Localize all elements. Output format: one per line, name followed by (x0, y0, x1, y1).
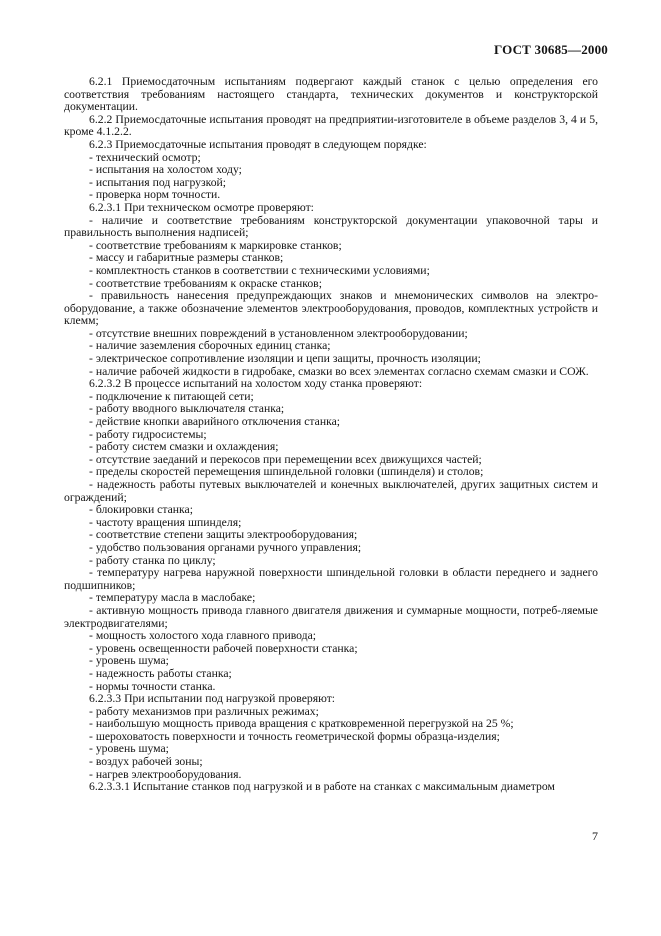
page-number: 7 (592, 829, 598, 843)
list-item: - нормы точности станка. (89, 679, 216, 693)
paragraph: 6.2.3.2 В процессе испытаний на холостом ходу станка проверяют: (89, 377, 423, 391)
paragraph: 6.2.3 Приемосдаточные испытания проводят в следующем порядке: (89, 137, 427, 151)
list-item: - пределы скоростей перемещения шпиндельной головки (шпинделя) и столов; (89, 465, 484, 479)
list-item: - работу механизмов при различных режимах; (89, 704, 319, 718)
paragraph: 6.2.3.1 При техническом осмотре проверяют: (89, 200, 314, 214)
list-item: - удобство пользования органами ручного управления; (89, 540, 362, 554)
list-item: - соответствие требованиям к окраске станков; (89, 276, 322, 290)
list-item: - испытания под нагрузкой; (89, 175, 227, 189)
list-item: - соответствие степени защиты электрооборудования; (89, 528, 358, 542)
list-item: - работу гидросистемы; (89, 427, 207, 441)
list-item: - воздух рабочей зоны; (89, 755, 203, 769)
paragraph: - правильность нанесения предупреждающих знаков и мнемонических символов на электро-оборудование, а также обозначение элементов электрооборудования, проводов, комплектных устройств и клемм; (64, 289, 598, 328)
list-item: - мощность холостого хода главного привода; (89, 629, 317, 643)
list-item: - работу вводного выключателя станка; (89, 402, 285, 416)
list-item: - технический осмотр; (89, 150, 201, 164)
page-header: ГОСТ 30685—2000 (493, 42, 608, 57)
list-item: - проверка норм точности. (89, 188, 221, 202)
list-item: - электрическое сопротивление изоляции и цепи защиты, прочность изоляции; (89, 352, 481, 366)
list-item: - уровень шума; (89, 742, 169, 756)
list-item: - частоту вращения шпинделя; (89, 515, 242, 529)
list-item: - уровень освещенности рабочей поверхности станка; (89, 641, 358, 655)
list-item: - отсутствие заеданий и перекосов при перемещении всех движущихся частей; (89, 452, 482, 466)
document-body (64, 76, 598, 794)
paragraph: - активную мощность привода главного двигателя движения и суммарные мощности, потреб-ляемые электродвигателями; (64, 603, 598, 630)
paragraph: 6.2.1 Приемосдаточным испытаниям подвергают каждый станок с целью определения его соответствия требованиям настоящего стандарта, технических документов и конструкторской документации. (64, 75, 598, 114)
list-item: - отсутствие внешних повреждений в установленном электрооборудовании; (89, 326, 468, 340)
list-item: - комплектность станков в соответствии с техническими условиями; (89, 263, 430, 277)
list-item: - соответствие требованиям к маркировке станков; (89, 238, 342, 252)
list-item: - действие кнопки аварийного отключения станка; (89, 415, 341, 429)
paragraph: 6.2.3.3.1 Испытание станков под нагрузкой и в работе на станках с максимальным диаметром (89, 780, 555, 794)
paragraph: - наличие и соответствие требованиям конструкторской документации упаковочной тары и правильность выполнения надписей; (64, 213, 598, 240)
list-item: - надежность работы станка; (89, 666, 232, 680)
list-item: - работу систем смазки и охлаждения; (89, 440, 279, 454)
list-item: - наличие заземления сборочных единиц станка; (89, 339, 331, 353)
paragraph: 6.2.2 Приемосдаточные испытания проводят на предприятии-изготовителе в объеме разделов 3, 4 и 5, кроме 4.1.2.2. (64, 112, 598, 139)
list-item: - уровень шума; (89, 654, 169, 668)
list-item: - блокировки станка; (89, 503, 193, 517)
list-item: - работу станка по циклу; (89, 553, 216, 567)
list-item: - наибольшую мощность привода вращения с кратковременной перегрузкой на 25 %; (89, 717, 514, 731)
list-item: - массу и габаритные размеры станков; (89, 251, 284, 265)
list-item: - подключение к питающей сети; (89, 389, 254, 403)
paragraph: - надежность работы путевых выключателей и конечных выключателей, других защитных систем и ограждений; (64, 478, 598, 504)
paragraph: - наличие рабочей жидкости в гидробаке, смазки во всех элементах согласно схемам смазки и СОЖ. (89, 364, 589, 378)
list-item: - шероховатость поверхности и точность геометрической формы образца-изделия; (89, 729, 500, 743)
list-item: - температуру масла в маслобаке; (89, 591, 256, 605)
list-item: - нагрев электрооборудования. (89, 767, 242, 781)
paragraph: - температуру нагрева наружной поверхности шпиндельной головки в области переднего и заднего подшипников; (64, 566, 598, 592)
list-item: - испытания на холостом ходу; (89, 163, 242, 177)
paragraph: 6.2.3.3 При испытании под нагрузкой проверяют: (89, 692, 336, 706)
